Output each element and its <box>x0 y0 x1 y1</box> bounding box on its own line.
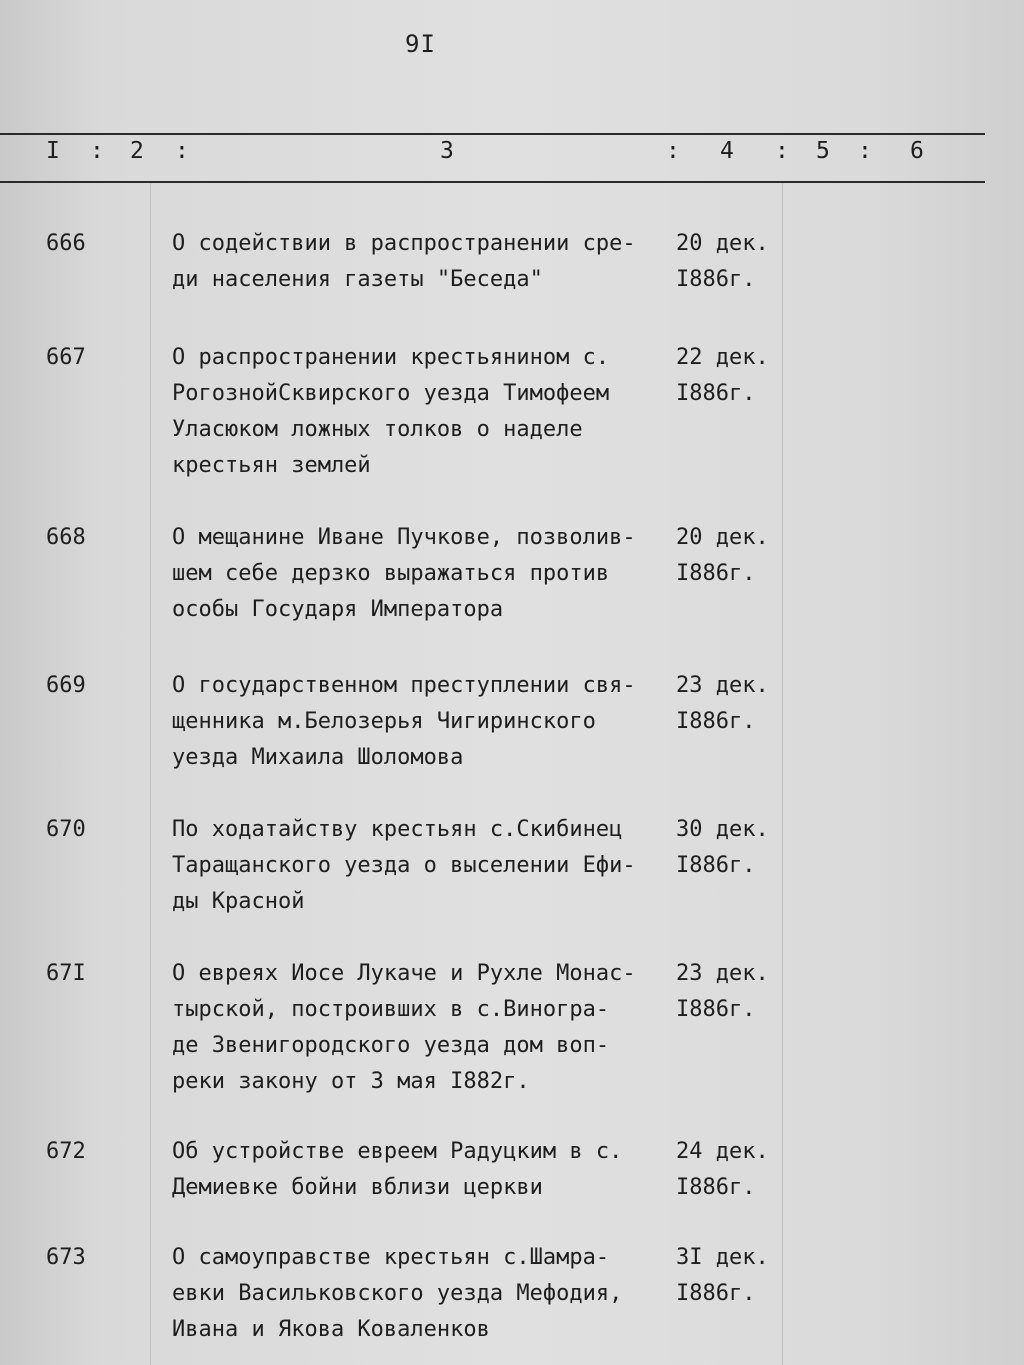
page-number: 9I <box>405 30 436 58</box>
entry-title-line: О распространении крестьянином с. <box>172 345 610 370</box>
entry-number: 668 <box>46 525 86 550</box>
entry-date-line: I886г. <box>676 709 756 734</box>
entry-title <box>172 1134 667 1206</box>
entry-title-line: По ходатайству крестьян с.Скибинец <box>172 817 623 842</box>
entry-number: 667 <box>46 345 86 370</box>
entry-date <box>676 340 786 412</box>
entry-date-line: I886г. <box>676 1175 756 1200</box>
entry-title-line: О государственном преступлении свя- <box>172 673 636 698</box>
header-sep: : <box>90 138 104 164</box>
entry-date <box>676 812 786 884</box>
entry-title <box>172 1240 667 1348</box>
entry-title-line: особы Государя Императора <box>172 597 504 622</box>
entry-title-line: О мещанине Иване Пучкове, позволив- <box>172 525 636 550</box>
entry-title-line: Об устройстве евреем Радуцким в с. <box>172 1139 623 1164</box>
entry-title-line: тырской, построивших в с.Виногра- <box>172 997 610 1022</box>
entry-title-line: Уласюком ложных толков о наделе <box>172 417 583 442</box>
entry-date-line: I886г. <box>676 267 756 292</box>
entry-title-line: О содействии в распространении сре- <box>172 231 636 256</box>
entry-date <box>676 520 786 592</box>
entry-number: 673 <box>46 1245 86 1270</box>
entry-date-line: I886г. <box>676 997 756 1022</box>
entry-title-line: уезда Михаила Шоломова <box>172 745 464 770</box>
header-col-4: 4 <box>720 138 734 164</box>
entry-date <box>676 1134 786 1206</box>
entry-date-line: 23 дек. <box>676 673 769 698</box>
header-bottom-rule <box>0 181 985 183</box>
entry-date-line: 3I дек. <box>676 1245 769 1270</box>
entry-title <box>172 340 667 484</box>
entry-date-line: I886г. <box>676 1281 756 1306</box>
entry-title <box>172 226 667 298</box>
entry-title-line: де Звенигородского уезда дом воп- <box>172 1033 610 1058</box>
entry-title-line: ды Красной <box>172 889 305 914</box>
header-col-2: 2 <box>130 138 144 164</box>
entry-date-line: I886г. <box>676 381 756 406</box>
entry-date <box>676 956 786 1028</box>
entry-title-line: Таращанского уезда о выселении Ефи- <box>172 853 636 878</box>
entry-date-line: I886г. <box>676 561 756 586</box>
entry-number: 666 <box>46 231 86 256</box>
entry-date-line: 20 дек. <box>676 525 769 550</box>
header-sep: : <box>666 138 680 164</box>
entry-date-line: 20 дек. <box>676 231 769 256</box>
entry-title-line: щенника м.Белозерья Чигиринского <box>172 709 596 734</box>
entry-date-line: 22 дек. <box>676 345 769 370</box>
header-col-3: 3 <box>440 138 454 164</box>
entry-number: 670 <box>46 817 86 842</box>
entry-title-line: О самоуправстве крестьян с.Шамра- <box>172 1245 610 1270</box>
entry-date <box>676 1240 786 1312</box>
entry-title <box>172 812 667 920</box>
header-col-1: I <box>46 138 60 164</box>
header-col-5: 5 <box>816 138 830 164</box>
entry-date <box>676 226 786 298</box>
entry-date-line: 23 дек. <box>676 961 769 986</box>
entry-title-line: реки закону от 3 мая I882г. <box>172 1069 530 1094</box>
entry-date-line: 30 дек. <box>676 817 769 842</box>
entry-title-line: ди населения газеты "Беседа" <box>172 267 543 292</box>
entry-number: 672 <box>46 1139 86 1164</box>
header-sep: : <box>775 138 789 164</box>
entry-title-line: Ивана и Якова Коваленков <box>172 1317 490 1342</box>
entry-title-line: шем себе дерзко выражаться против <box>172 561 610 586</box>
entry-date <box>676 668 786 740</box>
entry-title <box>172 668 667 776</box>
column-divider-left <box>150 183 151 1365</box>
entry-date-line: I886г. <box>676 853 756 878</box>
entry-title-line: Демиевке бойни вблизи церкви <box>172 1175 543 1200</box>
entry-title-line: евки Васильковского уезда Мефодия, <box>172 1281 623 1306</box>
header-col-6: 6 <box>910 138 924 164</box>
entry-date-line: 24 дек. <box>676 1139 769 1164</box>
entry-title-line: РогознойСквирского уезда Тимофеем <box>172 381 610 406</box>
entry-number: 669 <box>46 673 86 698</box>
header-sep: : <box>858 138 872 164</box>
entry-number: 67I <box>46 961 86 986</box>
entry-title <box>172 520 667 628</box>
header-sep: : <box>175 138 189 164</box>
entry-title-line: О евреях Иосе Лукаче и Рухле Монас- <box>172 961 636 986</box>
header-top-rule <box>0 133 985 135</box>
entry-title <box>172 956 667 1100</box>
entry-title-line: крестьян землей <box>172 453 371 478</box>
